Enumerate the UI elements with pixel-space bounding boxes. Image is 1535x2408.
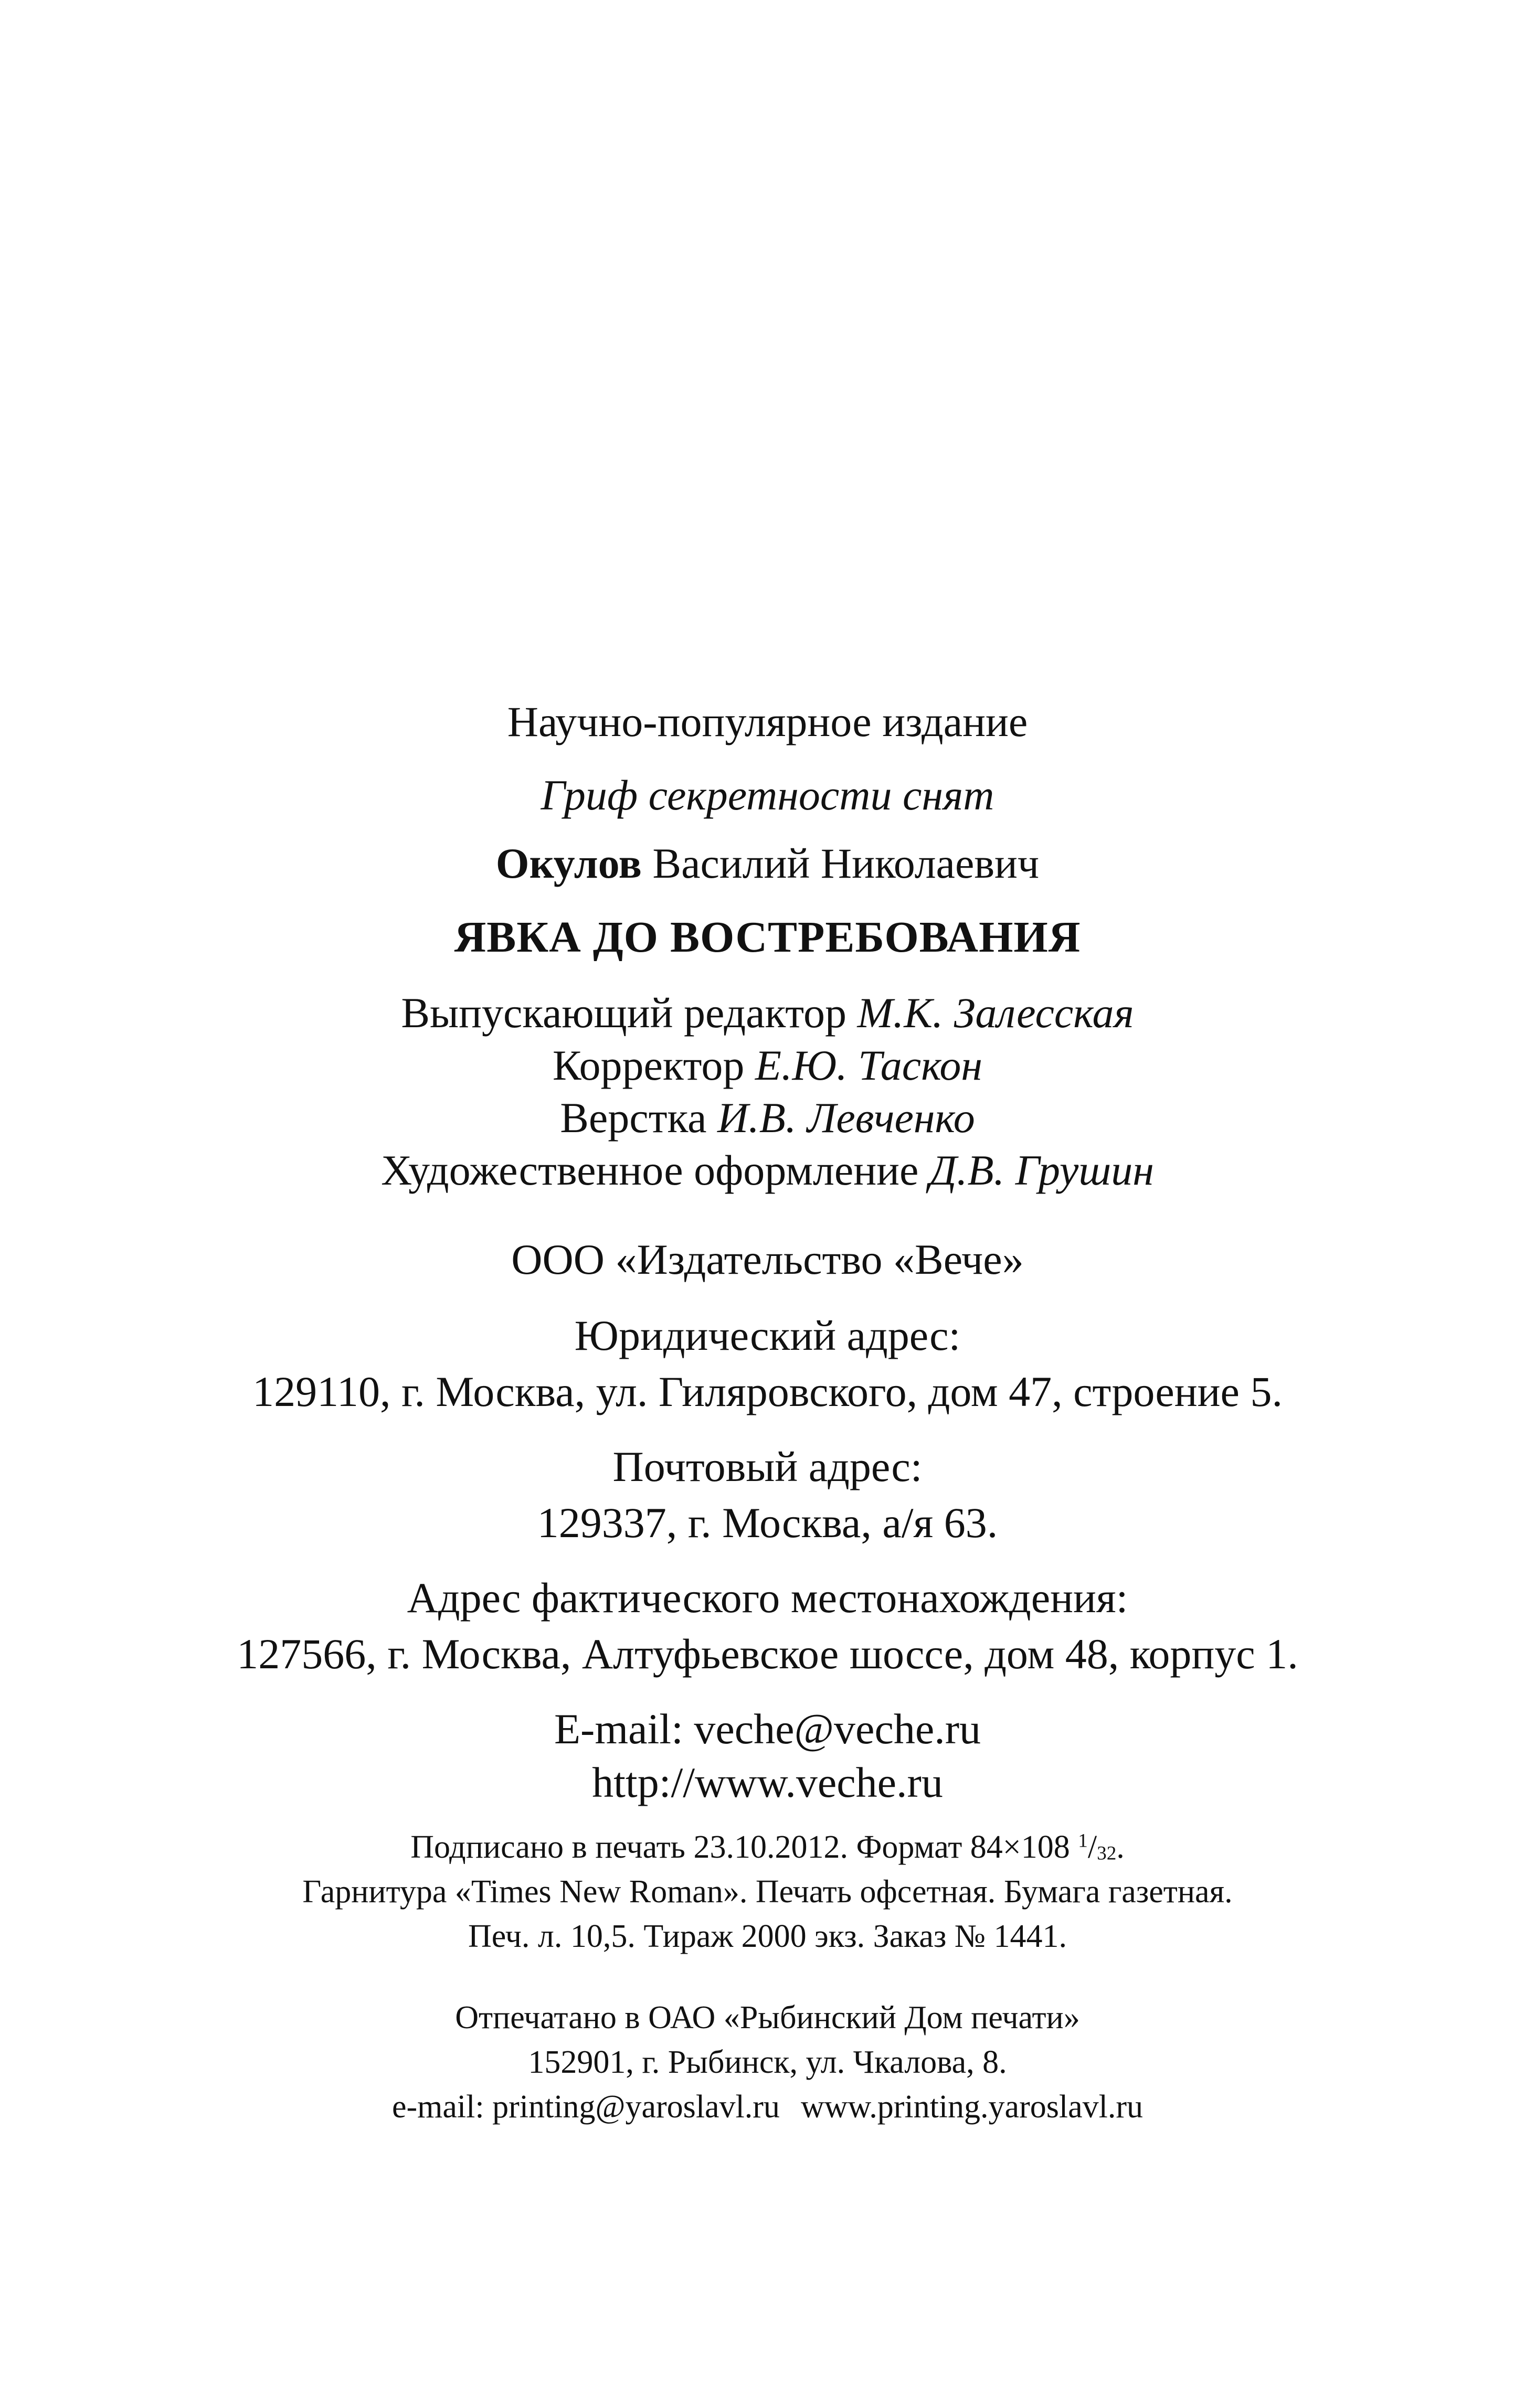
postal-address-label: Почтовый адрес: xyxy=(612,1443,923,1490)
printer-email: e-mail: printing@yaroslavl.ru xyxy=(392,2089,780,2125)
credit-editor: Выпускающий редактор М.К. Залесская xyxy=(401,989,1134,1037)
print-typeface-line: Гарнитура «Times New Roman». Печать офсетная. Бумага газетная. xyxy=(302,1874,1233,1910)
series-name: Гриф секретности снят xyxy=(541,771,994,819)
credit-proofreader: Корректор Е.Ю. Таскон xyxy=(552,1041,983,1089)
legal-address-label: Юридический адрес: xyxy=(574,1312,961,1359)
author-surname: Окулов xyxy=(495,839,642,887)
postal-address-value: 129337, г. Москва, а/я 63. xyxy=(537,1499,998,1547)
print-sheets-line: Печ. л. 10,5. Тираж 2000 экз. Заказ № 1441. xyxy=(468,1919,1067,1954)
author-given-names: Василий Николаевич xyxy=(652,839,1040,887)
format-numerator: 1 xyxy=(1078,1830,1088,1852)
edition-type: Научно-популярное издание xyxy=(507,698,1028,745)
format-slash: / xyxy=(1087,1829,1097,1865)
credit-art: Художественное оформление Д.В. Грушин xyxy=(381,1146,1154,1194)
publisher-email: E-mail: veche@veche.ru xyxy=(554,1705,981,1753)
actual-address-label: Адрес фактического местонахождения: xyxy=(407,1574,1128,1622)
format-denominator: 32 xyxy=(1097,1842,1117,1864)
author-line xyxy=(0,839,1535,887)
credit-layout: Верстка И.В. Левченко xyxy=(560,1094,975,1142)
printer-name: Отпечатано в ОАО «Рыбинский Дом печати» xyxy=(455,2000,1080,2036)
publisher-website: http://www.veche.ru xyxy=(592,1759,943,1806)
publisher-name: ООО «Издательство «Вече» xyxy=(511,1235,1024,1283)
printer-contacts xyxy=(0,2091,1535,2123)
printer-website: www.printing.yaroslavl.ru xyxy=(800,2089,1143,2125)
print-signed-line: Подписано в печать 23.10.2012. Формат 84×108 $^1$/32. xyxy=(410,1829,1125,1865)
legal-address-value: 129110, г. Москва, ул. Гиляровского, дом 47, строение 5. xyxy=(252,1368,1283,1415)
printer-address: 152901, г. Рыбинск, ул. Чкалова, 8. xyxy=(528,2044,1007,2080)
actual-address-value: 127566, г. Москва, Алтуфьевское шоссе, дом 48, корпус 1. xyxy=(237,1630,1298,1678)
book-title: ЯВКА ДО ВОСТРЕБОВАНИЯ xyxy=(454,913,1081,962)
